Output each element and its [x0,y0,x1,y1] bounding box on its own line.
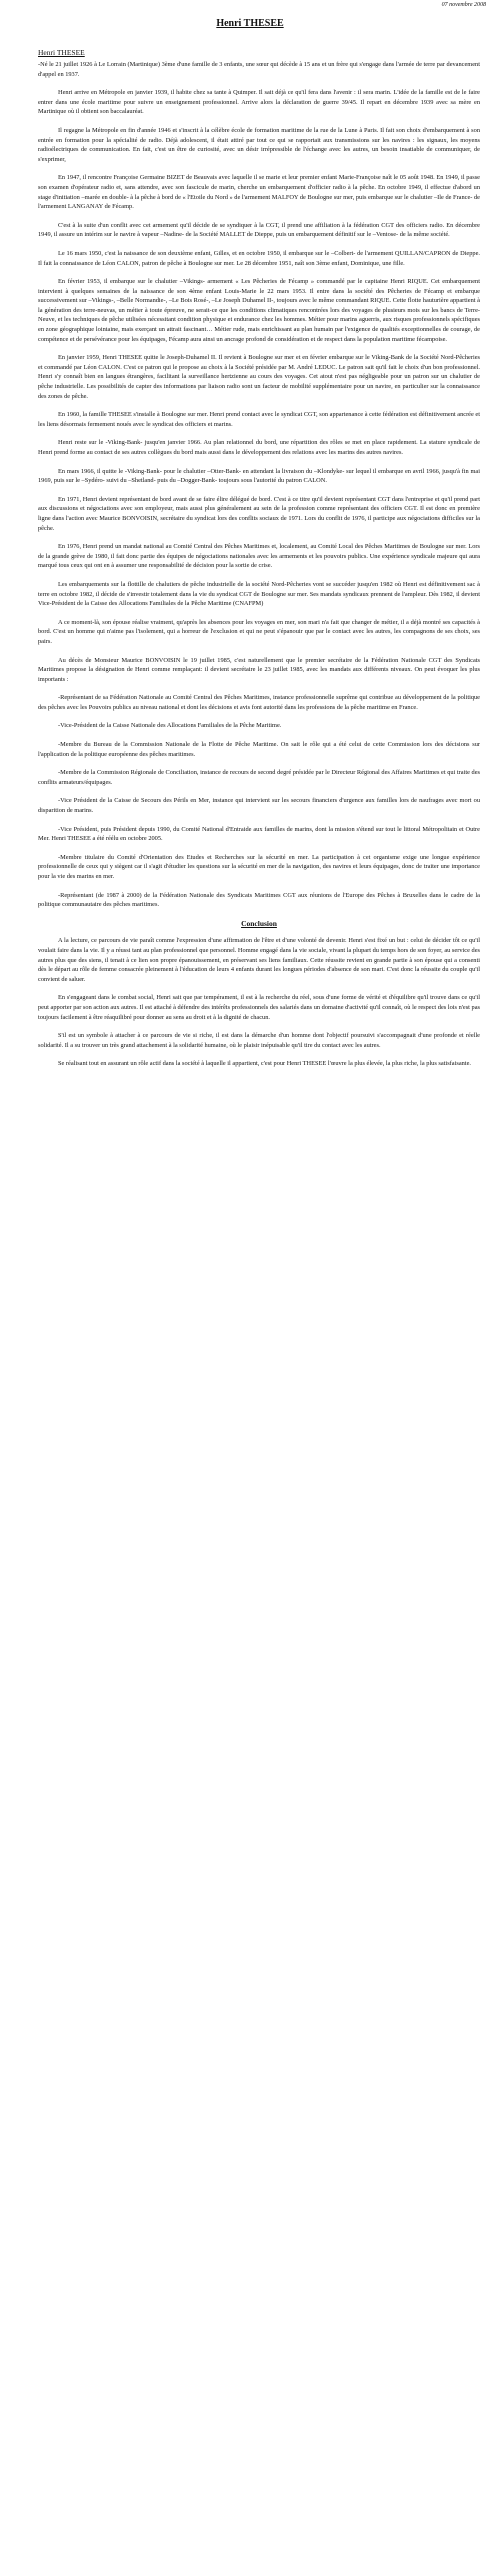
paragraph: En janvier 1959, Henri THESEE quitte le Joseph-Duhamel II. Il revient à Boulogne sur mer et en février embarque sur le Viking-Bank de la Société Nord-Pêcheries et commandé par Léon CALON. C'est ce patron qui le propose au choix à la Société présidée par M. André LEDUC. Le patron sait qu'il fait le choix d'un bon professionnel. Henri s'y connaît bien en langues étrangères, facilitant la surveillance hertzienne au cours des voyages. Cet atout n'est pas négligeable pour un patron sur un chalutier de pêche industrielle. Les possibilités de capter des informations par liaison radio sont un facteur de mobilité supplémentaire pour un navire, en particulier sur la connaissance des zones de pêche. [38,354,480,400]
paragraph: En mars 1966, il quitte le -Viking-Bank- pour le chalutier –Otter-Bank- en attendant la livraison du –Klondyke- sur lequel il embarque en avril 1966, jusqu'à fin mai 1969, puis sur le –Sydéro- suivi du –Shetland- puis du –Dogger-Bank- toujours sous l'autorité du patron CALON. [38,467,480,485]
mandate-item: -Vice Président, puis Président depuis 1990, du Comité National d'Entraide aux familles de marins, dont la mission s'étend sur tout le littoral Métropolitain et Outre Mer. Henri THESEE a été réélu en octobre 2005. [38,825,480,843]
paragraph: Il regagne la Métropole en fin d'année 1946 et s'inscrit à la célèbre école de formation maritime de la rue de la Lune à Paris. Il fait son choix d'embarquement à son entrée en formation pour la spécialité de radio. Déjà adolescent, il était attiré par tout ce qui se rapportait aux transmissions sur les navires : les signaux, les moyens radioélectriques de communication. En fait, c'est un être de curiosité, avec un désir irrépressible de l'échange avec les autres, un besoin insatiable de communiquer, de s'exprimer, [38,126,480,163]
conclusion-paragraph: A la lecture, ce parcours de vie paraît comme l'expression d'une affirmation de l'être et d'une volonté de devenir. Henri s'est fixé un but : celui de décider tôt ce qu'il voulait faire dans la vie. Il y a réussi tant au plan professionnel que personnel. Homme engagé dans la vie sociale, vivant la plupart du temps hors de son foyer, au service des autres plus que des siens, il tenait à ce lien son propre épanouissement, en préservant ses liens familiaux. Cette réussite revient en grande partie à son épouse qui a consenti dès le départ au rôle de femme consacrée pleinement à l'éducation de leurs 4 enfants durant les longues périodes d'absence de son mari. C'est donc la réussite du couple qu'il convient de saluer. [38,937,480,983]
paragraph: Henri reste sur le -Viking-Bank- jusqu'en janvier 1966. Au plan relationnel du bord, une répartition des rôles se met en place rapidement. La stature syndicale de Henri prend forme au contact de ses autres collègues du bord mais aussi dans le développement des relations avec les marins des autres navires. [38,439,480,456]
paragraph: -Né le 21 juillet 1926 à Le Lorrain (Martinique) 3ème d'une famille de 3 enfants, une sœur qui décède à 15 ans et un frère qui s'engage dans l'armée de terre par devancement d'appel en 1937. [38,61,480,78]
conclusion-heading: Conclusion [241,918,277,928]
paragraph: Le 16 mars 1950, c'est la naissance de son deuxième enfant, Gilles, et en octobre 1950, il embarque sur le –Colbert- de l'armement QUILLAN/CAPRON de Dieppe. Il fait la connaissance de Léon CALON, patron de pêche à Boulogne sur mer. Le 28 décembre 1951, naît son 3ème enfant, Dominique, une fille. [38,249,480,267]
paragraph: En 1947, il rencontre Françoise Germaine BIZET de Beauvais avec laquelle il se marie et leur premier enfant Marie-Françoise naît le 05 août 1948. En 1949, il passe son examen d'opérateur radio et, sans attendre, avec son fascicule de marin, cherche un embarquement d'officier radio à la pêche. En octobre 1949, il effectue d'abord un stage d'initiation –marée en double- à la pêche à bord de « l'Etoile du Nord » de l'armement MALFOY de Boulogne sur mer, puis embarque sur le chalutier –Ile de France- de l'armement LANGANAY de Fécamp. [38,174,480,211]
paragraph: A ce moment-là, son épouse réalise vraiment, qu'après les absences pour les voyages en mer, son mari n'a fait que changer de métier, il a déjà montré ses capacités à bord. C'est un homme qui n'aime pas l'isolement, qui a horreur de l'exclusion et qui ne peut s'épanouir que par le contact avec les autres, les compagnons de ses choix, ses pairs. [38,618,480,645]
mandate-item: -Vice Président de la Caisse de Secours des Périls en Mer, instance qui intervient sur les secours financiers d'urgence aux familles lors de naufrages avec mort ou disparition de marins. [38,797,480,815]
mandate-item: -Représentant de sa Fédération Nationale au Comité Central des Pêches Maritimes, instance professionnelle suprême qui contribue au développement de la politique des pêches avec les Pouvoirs publics au niveau national et dont les décisions et avis font autorité dans les professions de la pêche maritime en France. [38,694,480,711]
conclusion-paragraph: En s'engageant dans le combat social, Henri sait que par tempérament, il est à la recherche du réel, sous d'une forme de vérité et d'équilibre qu'il trouve dans ce qu'il peut apporter par son action aux autres. Il est attaché à défendre des intérêts professionnels des salariés dans un domaine d'activité qu'il connaît, où le respect des lois n'est pas toujours facilement à être réaquilibré pour donner au sens au droit et à la dignité de chacun. [38,994,480,1021]
paragraph: En février 1953, il embarque sur le chalutier –Vikings- armement « Les Pêcheries de Fécamp » commandé par le capitaine Henri RIQUE. Cet embarquement intervient à quelques semaines de la naissance de son 4ème enfant Louis-Marie le 22 mars 1953. Il entre dans la société des Pêcheries de Fécamp et embarque successivement sur –Vikings-, –Belle Normandie-, –Le Bois Rosé-, –Le Joseph Duhamel II-, toujours avec le même commandant RIQUE. Cette flotte hauturière appartient à la génération des terre-neuvas, un métier à toute épreuve, ne serait-ce que les conditions climatiques rencontrées lors des voyages de plusieurs mois sur les bancs de Terre-Neuve, et les techniques de pêche utilisées nécessitant condition physique et endurance chez les hommes. Métier pour marins aguerris, aux risques professionnels spécifiques en zone géographique lointaine, mais exerçant un attrait fascinant… Métier rude, mais enrichissant au plan humain par l'exigence de qualités exceptionnelles de courage, de compétence et de persévérance pour les équipages, Fécamp aura ainsi un ancrage profond de considération et de respect dans la population maritime fécampoise. [38,278,480,343]
paragraph: En 1960, la famille THESEE s'installe à Boulogne sur mer. Henri prend contact avec le syndicat CGT, son appartenance à cette fédération est définitivement ancrée et les liens désormais fermement noués avec le syndicat des officiers et marins. [38,411,480,428]
document-body [38,60,480,1078]
mandate-item: -Représentant (de 1987 à 2000) de la Fédération Nationale des Syndicats Maritimes CGT aux réunions de l'Europe des Pêches à Bruxelles dans le cadre de la politique communautaire des pêches maritimes. [38,891,480,909]
mandate-item: -Vice-Président de la Caisse Nationale des Allocations Familiales de la Pêche Maritime. [58,722,282,730]
mandate-item: -Membre titulaire du Comité d'Orientation des Etudes et Recherches sur la sécurité en mer. La participation à cet organisme exige une longue expérience professionnelle de ceux qui y siègent car il s'agit d'étudier les questions sur la sécurité en mer de la navigation, des navires et leurs équipages, donc de traiter une importance pour la vie des marins en mer. [38,853,480,880]
paragraph: En 1976, Henri prend un mandat national au Comité Central des Pêches Maritimes et, localement, au Comité Local des Pêches Maritimes de Boulogne sur mer. Lors de la grande grève de 1980, il fait donc partie des équipes de négociations nationales avec les armements et les pouvoirs publics. Une expérience syndicale majeure qui aura marqué tous ceux qui ont en à assumer une responsabilité de décision pour la sortie de crise. [38,543,480,570]
paragraph: En 1971, Henri devient représentant de bord avant de se faire élire délégué de bord. C'est à ce titre qu'il devient représentant CGT dans l'entreprise et qu'il prend part aux discussions et négociations avec son employeur, mais aussi plus généralement au sein de la profession comme représentant des officiers CGT. Il est donc en première ligne dans l'action avec Maurice BONVOISIN, secrétaire du syndicat lors des conflits sociaux de 1971. Lors du conflit de 1976, il participe aux négociations difficiles sur la pêche. [38,495,480,532]
mandate-item: -Membre du Bureau de la Commission Nationale de la Flotte de Pêche Maritime. On sait le rôle qui a été celui de cette Commission lors des décisions sur l'application de la politique européenne des pêches maritimes. [38,741,480,758]
document-title: Henri THESEE [216,18,284,29]
conclusion-paragraph: S'il est un symbole à attacher à ce parcours de vie si riche, il est dans la démarche d'un homme dont l'objectif poursuivi s'accompagnait d'une profonde et réelle solidarité. Il a su trouver un très grand attachement à la solidarité humaine, où le plaisir inépuisable qu'il tire du contact avec les autres. [38,1032,480,1049]
paragraph: Les embarquements sur la flottille de chalutiers de pêche industrielle de la société Nord-Pêcheries vont se succéder jusqu'en 1982 où Henri est définitivement sac à terre en octobre 1982, il décide de s'investir totalement dans la vie du syndicat CGT de Boulogne sur mer. Ses mandats syndicaux prennent de l'ampleur. Dès 1982, il devient Vice-Président de la Caisse des Allocations Familiales de la Pêche Maritime (CNAFPM) [38,580,480,608]
document-date: 07 novembre 2008 [441,2,486,8]
subject-name: Henri THESEE [38,48,85,57]
paragraph: Au décès de Monsieur Maurice BONVOISIN le 19 juillet 1985, c'est naturellement que le premier secrétaire de la Fédération Nationale CGT des Syndicats Maritimes propose la désignation de Henri comme remplaçant: il devient secrétaire le 23 juillet 1985, avec les mandats aux différents niveaux. On peut évoquer les plus importants : [38,656,480,683]
paragraph: C'est à la suite d'un conflit avec cet armement qu'il décide de se syndiquer à la CGT, il prend une affiliation à la fédération CGT des officiers radio. En décembre 1949, il assure un intérim sur le navire à vapeur –Nadine- de la Société MALLET de Dieppe, puis un embarquement définitif sur le –Ventose- de la même société. [38,221,480,239]
mandate-item: -Membre de la Commission Régionale de Conciliation, instance de recours de second degré présidée par le Directeur Régional des Affaires Maritimes et qui traite des conflits armateurs/équipages. [38,769,480,786]
paragraph: Henri arrive en Métropole en janvier 1939, il habite chez sa tante à Quimper. Il sait déjà ce qu'il fera dans l'avenir : il sera marin. L'idée de la famille est de le faire entrer dans une école maritime pour suivre un enseignement professionnel. Arrive alors la déclaration de guerre 39/45. Il repart en décembre 1939 avec sa mère en Martinique où il obtient son baccalauréat. [38,89,480,116]
conclusion-paragraph: Se réalisant tout en assurant un rôle actif dans la société à laquelle il appartient, c'est pour Henri THESEE l'œuvre la plus élevée, la plus riche, la plus satisfaisante. [58,1060,471,1068]
